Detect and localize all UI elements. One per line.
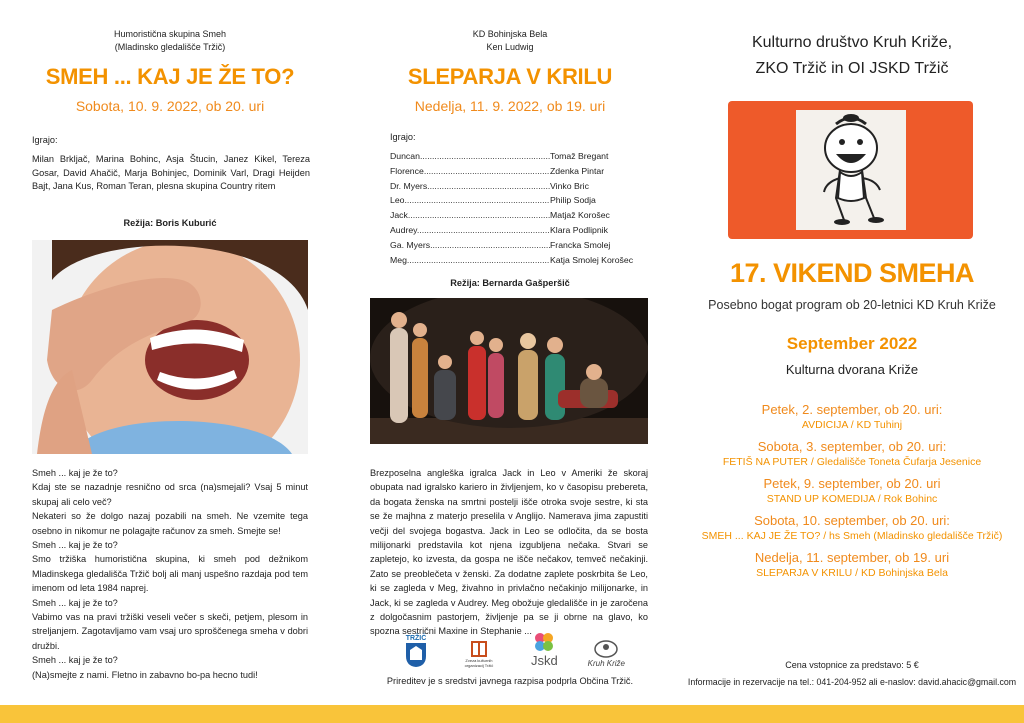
desc-line: (Na)smejte z nami. Fletno in zabavno bo-pa hecno tudi! (32, 669, 258, 680)
program-item: Petek, 9. september, ob 20. uri STAND UP KOMEDIJA / Rok Bohinc (763, 476, 941, 505)
cast-row: Leo ..... Philip Sodja (390, 193, 640, 208)
left-cast-text: Milan Brkljač, Marina Bohinc, Asja Štucin, Janez Kikel, Tereza Gosar, David Ahačič, Marja Bohinjec, Dominik Varl, Dragi Heijden Bajt, Jana Kus, Roman Teran, plesna skupina Country ritem (32, 154, 310, 192)
event-title: 17. VIKEND SMEHA (729, 258, 975, 288)
middle-column (345, 0, 675, 705)
middle-author: Ken Ludwig (486, 42, 534, 52)
cast-row: Dr. Myers ..... Vinko Bric (390, 179, 640, 194)
left-director: Režija: Boris Kuburić (123, 218, 217, 228)
kruh-krize-icon (593, 639, 619, 659)
cast-row: Meg ..... Katja Smolej Korošec (390, 253, 640, 268)
middle-footer: Prireditev je s sredstvi javnega razpisa podprla Občina Tržič. (386, 676, 634, 686)
program-item: Sobota, 10. september, ob 20. uri: SMEH ... KAJ JE ŽE TO? / hs Smeh (Mladinsko gledališče Tržič) (701, 513, 1003, 542)
bottom-stripe (0, 705, 1024, 723)
desc-line: Vabimo vas na pravi tržiški veseli večer s skeči, petjem, plesom in streljanjem. Zagotavljamo vam vsaj uro sproščenega smeha v dobri družbi. (32, 612, 308, 651)
left-group-sub: (Mladinsko gledališče Tržič) (114, 42, 226, 52)
cast-row: Ga. Myers ..... Francka Smolej (390, 238, 640, 253)
laughing-mascot-icon (796, 110, 906, 230)
desc-line: Smeh ... kaj je že to? (32, 468, 118, 478)
cast-row: Duncan ..... Tomaž Bregant (390, 149, 640, 164)
desc-line: Smeh ... kaj je že to? (32, 597, 118, 608)
middle-director: Režija: Bernarda Gašperšič (450, 278, 570, 288)
contact-info: Informacije in rezervacije na tel.: 041-204-952 ali e-naslov: david.ahacic@gmail.com (687, 677, 1017, 687)
cast-row: Florence ..... Zdenka Pintar (390, 164, 640, 179)
desc-line: Nekateri so že dolgo nazaj pozabili na smeh. Ne vzemite tega osebno in nikomur ne polagajte računov za smeh. Smejte se! (32, 511, 308, 536)
laughing-man-photo (32, 240, 308, 454)
middle-cast-label: Igrajo: (390, 132, 416, 142)
org-line: Kulturno društvo Kruh Križe, (751, 34, 953, 51)
jskd-logo: Jskd (531, 631, 558, 668)
trzic-logo: TRŽIČ (405, 635, 427, 668)
desc-line: Smeh ... kaj je že to? (32, 540, 118, 551)
left-date: Sobota, 10. 9. 2022, ob 20. uri (75, 98, 265, 114)
desc-line: Smeh ... kaj je že to? (32, 655, 118, 666)
jskd-circle-icon (533, 631, 555, 653)
middle-date: Nedelja, 11. 9. 2022, ob 19. uri (414, 98, 606, 114)
right-column (680, 0, 1024, 705)
middle-group-info (345, 28, 675, 54)
org-line: ZKO Tržič in OI JSKD Tržič (755, 60, 949, 77)
middle-title: SLEPARJA V KRILU (407, 64, 613, 89)
cast-row: Jack ..... Matjaž Korošec (390, 208, 640, 223)
zko-logo: Zveza kulturnih organizacij Tržič (457, 640, 501, 668)
sponsor-logos (405, 626, 625, 668)
program-item: Nedelja, 11. september, ob 19. uri SLEPARJA V KRILU / KD Bohinjska Bela (754, 550, 950, 579)
stage-photo (370, 298, 648, 444)
event-venue: Kulturna dvorana Križe (785, 362, 919, 377)
middle-description: Brezposelna angleška igralca Jack in Leo v Ameriki že skoraj obupata nad igralsko kariero in življenjem, ko v časopisu prebereta, da bogata ženska na smrtni postelji išče otroka svoje sestre, ki sta se že majhna z materjo preselila v Anglijo. Namerava jima zapustiti večji del svojega bogastva. Jack in Leo se odločita, da se bosta milijonarki predstavila kot njena izgubljena nečaka. Stvari se zapletejo, ko izvesta, da gospa ne išče nečakov, temveč nečakinji. Zato se preoblečeta v ženski. Za dodatne zaplete poskrbita še Leo, ki se zagleda v Meg, živahno in privlačno nečakinjo milijonarke, in Jack, ki se zagleda v Audrey. Meg obožuje gledališče in je zaročena z dolgočasnim pastorjem, življenje pa se ji obrne na glavo, ko spozna sestrični Maxine in Stephanie ... (370, 468, 648, 637)
left-description (32, 466, 308, 682)
event-month: September 2022 (786, 334, 918, 353)
trzic-crest-icon (405, 642, 427, 668)
vikend-smeha-logo (728, 101, 973, 239)
zko-book-icon (470, 640, 488, 658)
middle-group-name: KD Bohinjska Bela (472, 29, 548, 39)
program-list (680, 402, 1024, 587)
left-cast-label: Igrajo: (32, 135, 58, 145)
event-subtitle: Posebno bogat program ob 20-letnici KD Kruh Križe (708, 298, 996, 312)
cast-row: Audrey ..... Klara Podlipnik (390, 223, 640, 238)
cast-list (390, 149, 640, 267)
kruh-krize-logo: Kruh Križe (588, 639, 625, 668)
ticket-price: Cena vstopnice za predstavo: 5 € (785, 660, 919, 670)
desc-line: Kdaj ste se nazadnje resnično od srca (na)smejali? Vsaj 5 minut skupaj ali celo več? (32, 482, 308, 507)
program-item: Petek, 2. september, ob 20. uri: AVDICIJA / KD Tuhinj (761, 402, 943, 431)
left-column (0, 0, 340, 705)
program-item: Sobota, 3. september, ob 20. uri: FETIŠ NA PUTER / Gledališče Toneta Čufarja Jesenice (722, 439, 982, 468)
left-title: SMEH ... KAJ JE ŽE TO? (45, 64, 295, 89)
organizers (680, 30, 1024, 82)
left-group-info (0, 28, 340, 54)
desc-line: Smo tržiška humoristična skupina, ki smeh pod dežnikom Mladinskega gledališča Tržič bolj ali manj uspešno razdaja pod tem imenom od leta 1984 naprej. (32, 554, 308, 594)
left-group-name: Humoristična skupina Smeh (113, 29, 227, 39)
